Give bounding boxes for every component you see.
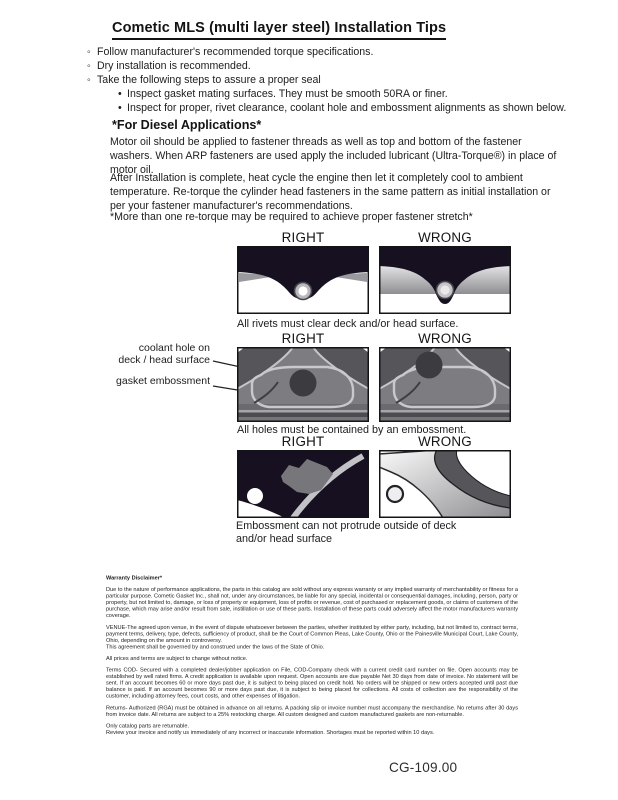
retorque-note: *More than one re-torque may be required to achieve proper fastener stretch* xyxy=(110,211,473,223)
page-title: Cometic MLS (multi layer steel) Installation Tips xyxy=(112,20,446,40)
bolt-hole-icon xyxy=(387,486,403,502)
document-code: CG-109.00 xyxy=(389,760,458,775)
diagram-embossment-wrong xyxy=(379,450,511,518)
list-item xyxy=(87,59,566,73)
rivet-caption: All rivets must clear deck and/or head surface. xyxy=(237,318,459,330)
diagram-embossment-right xyxy=(237,450,369,518)
list-item xyxy=(87,73,566,87)
gasket-embossment-callout: gasket embossment xyxy=(116,375,210,387)
diesel-applications-heading: *For Diesel Applications* xyxy=(112,118,262,132)
list-item-text: Inspect for proper, rivet clearance, coolant hole and embossment alignments as shown below. xyxy=(127,102,567,114)
embossment-wrong-illustration xyxy=(379,450,511,518)
list-item-text: Inspect gasket mating surfaces. They must be smooth 50RA or finer. xyxy=(127,88,448,100)
diagram-rivet-right xyxy=(237,246,369,314)
dot-bullet-icon: • xyxy=(118,102,122,114)
hole-caption: All holes must be contained by an embossment. xyxy=(237,424,467,436)
wrong-label: WRONG xyxy=(418,331,472,346)
diagram-rivet-wrong xyxy=(379,246,511,314)
coolant-hole-icon xyxy=(416,352,443,379)
warranty-paragraph: Due to the nature of performance applications, the parts in this catalog are sold without any express warranty or any implied warranty of merchantability or fitness for a particular purpose. Cometic Gasket Inc., shall not, under any circumstances, be liable for any special, incidental or consequential damages, including, person, party or property, but not limited to, damage, or loss of property or equipment, loss of profits or revenue, cost of purchased or replacement goods, or claims of customers of the purchase, which may arise and/or result from sale, instillation or use of these parts. Installation of these parts could adversely affect the motor manufacturers warranty coverage. xyxy=(106,586,518,619)
list-item xyxy=(87,45,566,59)
diesel-paragraph: Motor oil should be applied to fastener threads as well as top and bottom of the fastener washers. When ARP fasteners are used apply the included lubricant (Ultra-Torque®) in place of motor oil. xyxy=(110,136,557,176)
right-label: RIGHT xyxy=(281,230,325,245)
hole-wrong-illustration xyxy=(379,347,511,422)
installation-tips-list xyxy=(87,45,566,115)
rivet-icon xyxy=(437,282,454,299)
venue-paragraph: VENUE-The agreed upon venue, in the event of dispute whatsoever between the parties, whether instituted by either party, including, but not limited to, contract terms, payment terms, delivery, type, defects, sufficiency of product, shall be the Court of Common Pleas, Lake County, Ohio or the Painesville Municipal Court, Lake County, Ohio, depending on the amount in controversy. This agreement shall be governed by and construed under the laws of the State of Ohio. xyxy=(106,624,518,650)
dot-bullet-icon: • xyxy=(118,88,122,100)
diagram-hole-wrong xyxy=(379,347,511,422)
rivet-wrong-illustration xyxy=(379,246,511,314)
list-item xyxy=(118,87,566,101)
terms-paragraph: Terms COD- Secured with a completed dealer/jobber application on File, COD-Company check with a current credit card number on file. Open accounts may be established by well rated firms. A credit application is available upon request. Open accounts are due payable Net 30 days from date of invoice. No statement will be sent. If an account becomes 60 or more days past due, it is subject to being placed on credit hold. No orders will be shipped or new orders accepted until past due balance is paid. If an account becomes 90 or more days past due, it is subject to being placed for collections. All costs of collection are the responsibility of the customer, including attorney fees, court costs, and other expenses of litigation. xyxy=(106,667,518,700)
prices-note: All prices and terms are subject to change without notice. xyxy=(106,655,248,662)
list-item-text: Dry installation is recommended. xyxy=(97,60,251,72)
returns-paragraph: Returns- Authorized (RGA) must be obtained in advance on all returns. A packing slip or invoice number must accompany the merchandise. No returns after 30 days from invoice date. All returns are subject to a 25% restocking charge. All custom designed and custom manufactured gaskets are non-returnable. xyxy=(106,704,518,718)
wrong-label: WRONG xyxy=(418,434,472,449)
list-item-text: Follow manufacturer's recommended torque specifications. xyxy=(97,46,374,58)
list-item-text: Take the following steps to assure a proper seal xyxy=(97,74,321,86)
bolt-hole-icon xyxy=(247,488,263,504)
hole-right-illustration xyxy=(237,347,369,422)
coolant-hole-callout: coolant hole on deck / head surface xyxy=(118,342,210,366)
embossment-right-illustration xyxy=(237,450,369,518)
list-item xyxy=(118,101,566,115)
diagram-hole-right xyxy=(237,347,369,422)
open-bullet-icon: ◦ xyxy=(87,60,91,72)
open-bullet-icon: ◦ xyxy=(87,74,91,86)
warranty-fineprint xyxy=(106,575,518,753)
coolant-hole-icon xyxy=(290,370,317,397)
warranty-disclaimer-heading: Warranty Disclaimer* xyxy=(106,575,163,581)
right-label: RIGHT xyxy=(281,331,325,346)
open-bullet-icon: ◦ xyxy=(87,46,91,58)
rivet-right-illustration xyxy=(237,246,369,314)
rivet-icon xyxy=(295,283,312,300)
diesel-paragraph: After Installation is complete, heat cycle the engine then let it completely cool to ambient temperature. Re-torque the cylinder head fasteners in the same pattern as initial installation or per your fastener manufacturer's recommendations. xyxy=(110,172,551,212)
embossment-caption: Embossment can not protrude outside of deck and/or head surface xyxy=(236,520,457,545)
catalog-note: Only catalog parts are returnable. Review your invoice and notify us immediately of any incorrect or inaccurate information. Shortages must be reported within 10 days. xyxy=(106,722,435,736)
wrong-label: WRONG xyxy=(418,230,472,245)
right-label: RIGHT xyxy=(281,434,325,449)
